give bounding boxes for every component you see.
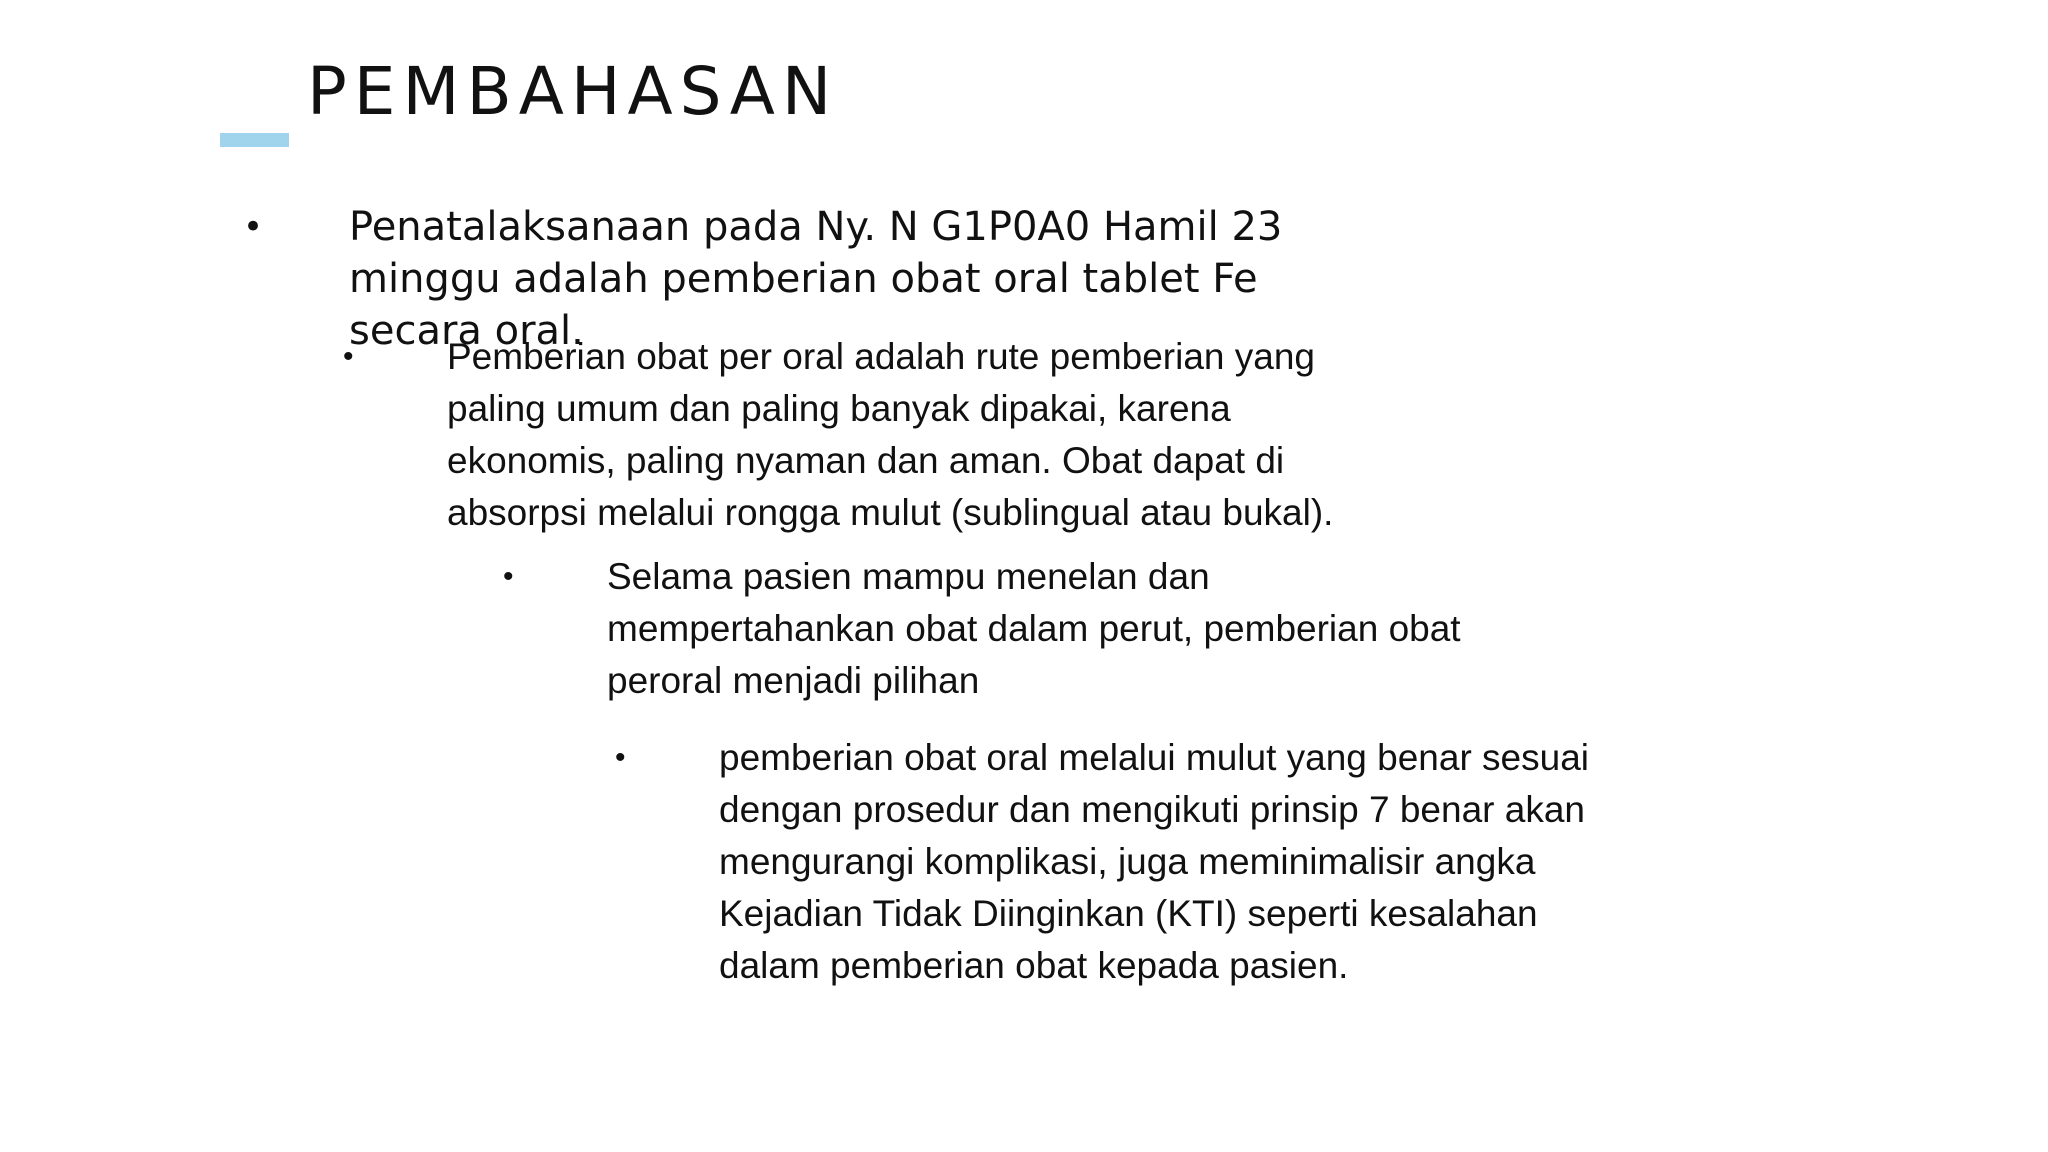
bullet-item-3: [503, 551, 1603, 707]
bullet-line: minggu adalah pemberian obat oral tablet Fe: [349, 256, 1258, 302]
bullet-text: [667, 732, 1667, 992]
bullet-text: [395, 331, 1395, 539]
bullet-line: Penatalaksanaan pada Ny. N G1P0A0 Hamil 23: [349, 204, 1283, 250]
bullet-line: ekonomis, paling nyaman dan aman. Obat dapat di: [447, 440, 1285, 481]
bullet-line: absorpsi melalui rongga mulut (sublingual atau bukal).: [447, 492, 1334, 533]
slide-title: PEMBAHASAN: [307, 53, 839, 130]
bullet-line: secara oral.: [349, 308, 584, 354]
bullet-marker: •: [503, 560, 514, 593]
bullet-line: peroral menjadi pilihan: [607, 660, 980, 701]
bullet-line: pemberian obat oral melalui mulut yang benar sesuai: [719, 737, 1590, 778]
bullet-line: Pemberian obat per oral adalah rute pemberian yang: [447, 336, 1316, 377]
bullet-line: Kejadian Tidak Diinginkan (KTI) seperti kesalahan: [719, 893, 1538, 934]
bullet-marker: •: [243, 207, 264, 247]
bullet-line: dalam pemberian obat kepada pasien.: [719, 945, 1349, 986]
bullet-line: Selama pasien mampu menelan dan: [607, 556, 1210, 597]
bullet-marker: •: [343, 340, 354, 373]
title-accent-bar: [220, 133, 289, 147]
bullet-item-2: [343, 331, 1443, 539]
bullet-line: mempertahankan obat dalam perut, pemberian obat: [607, 608, 1461, 649]
bullet-item-4: [615, 732, 1715, 992]
bullet-text: [555, 551, 1555, 707]
bullet-marker: •: [615, 741, 626, 774]
bullet-line: mengurangi komplikasi, juga meminimalisir angka: [719, 841, 1536, 882]
bullet-line: paling umum dan paling banyak dipakai, karena: [447, 388, 1231, 429]
bullet-line: dengan prosedur dan mengikuti prinsip 7 benar akan: [719, 789, 1585, 830]
